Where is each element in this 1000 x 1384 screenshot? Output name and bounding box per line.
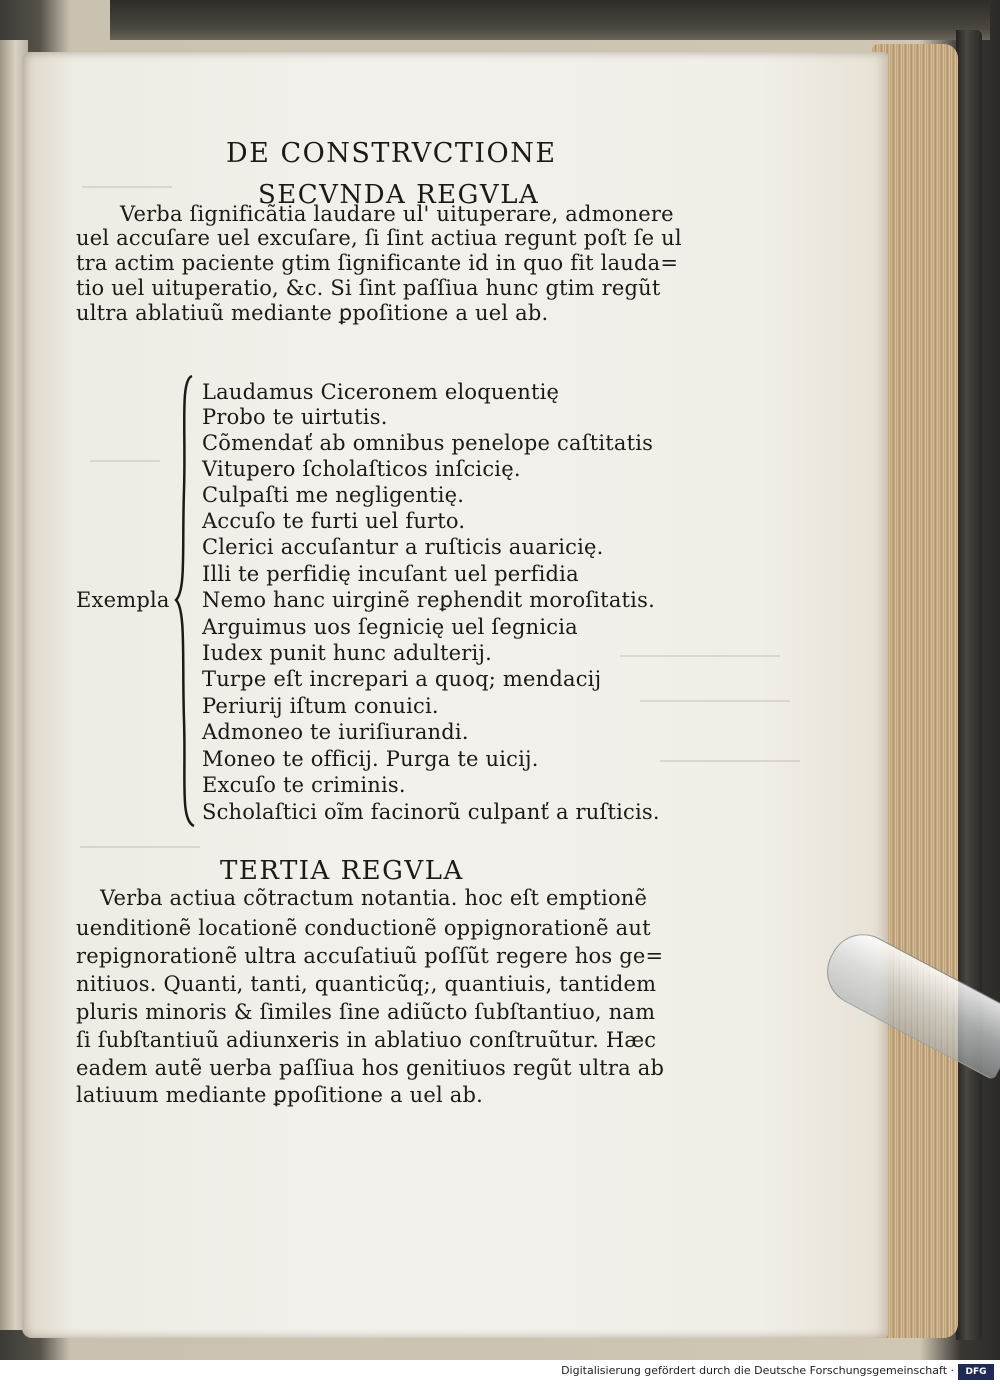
- dfg-logo: DFG: [958, 1364, 994, 1380]
- example-line: Scholaſtici oĩm facinorũ culpanť a ruſticis.: [202, 800, 660, 824]
- book-binding-right: [956, 30, 982, 1340]
- text-line: uenditionẽ locationẽ conductionẽ oppignorationẽ aut: [76, 916, 651, 940]
- example-line: Culpaſti me negligentię.: [202, 483, 465, 507]
- text-line: nitiuos. Quanti, tanti, quanticũq;, quantiuis, tantidem: [76, 972, 657, 996]
- section-heading: SECVNDA REGVLA: [258, 180, 540, 210]
- example-line: Iudex punit hunc adulterij.: [202, 641, 492, 665]
- example-line: Clerici accuſantur a ruſticis auaricię.: [202, 535, 604, 559]
- example-line: Laudamus Ciceronem eloquentię: [202, 380, 560, 404]
- show-through-mark: [640, 700, 790, 702]
- example-line: Cõmendať ab omnibus penelope caſtitatis: [202, 431, 654, 455]
- example-line: Moneo te officij. Purga te uicij.: [202, 747, 539, 771]
- text-line: Verba ſignificãtia laudare ul' uituperare, admonere: [120, 202, 674, 226]
- text-line: eadem autẽ uerba paſſiua hos genitiuos regũt ultra ab: [76, 1056, 665, 1080]
- text-line: Verba actiua cõtractum notantia. hoc eſt emptionẽ: [100, 886, 648, 910]
- example-line: Admoneo te iuriſiurandi.: [202, 720, 469, 744]
- show-through-mark: [80, 846, 200, 848]
- text-line: ultra ablatiuũ mediante ꝑpoſitione a uel ab.: [76, 301, 549, 325]
- example-line: Arguimus uos ſegnicię uel ſegnicia: [202, 615, 578, 639]
- example-line: Excuſo te criminis.: [202, 773, 406, 797]
- text-line: uel accuſare uel excuſare, ſi ſint actiua regunt poſt ſe ul: [76, 226, 682, 250]
- section-heading: TERTIA REGVLA: [220, 856, 464, 886]
- book-cover-top-edge: [110, 0, 990, 40]
- show-through-mark: [620, 655, 780, 657]
- brace-bracket: [170, 370, 200, 830]
- show-through-mark: [660, 760, 800, 762]
- text-line: pluris minoris & ſimiles ſine adiũcto ſubſtantiuo, nam: [76, 1000, 656, 1024]
- example-line: Probo te uirtutis.: [202, 405, 388, 429]
- example-line: Nemo hanc uirginẽ reꝑhendit moroſitatis.: [202, 588, 655, 612]
- text-line: ſi ſubſtantiuũ adiunxeris in ablatiuo conſtruũtur. Hæc: [76, 1028, 657, 1052]
- text-line: tio uel uituperatio, &c. Si ſint paſſiua hunc gtim regũt: [76, 276, 661, 300]
- text-line: latiuum mediante ꝑpoſitione a uel ab.: [76, 1083, 484, 1107]
- show-through-mark: [90, 460, 160, 462]
- text-line: tra actim paciente gtim ſignificante id in quo fit lauda=: [76, 251, 679, 275]
- example-line: Accuſo te furti uel furto.: [202, 509, 466, 533]
- examples-label: Exempla: [76, 588, 170, 612]
- example-line: Illi te perfidię incuſant uel perfidia: [202, 562, 579, 586]
- text-line: repignorationẽ ultra accuſatiuũ poſſũt regere hos ge=: [76, 944, 664, 968]
- example-line: Turpe eſt increpari a quoq; mendacij: [202, 667, 602, 691]
- footer-credit: Digitalisierung gefördert durch die Deutsche Forschungsgemeinschaft ·: [561, 1364, 954, 1377]
- example-line: Vitupero ſcholaſticos inſcicię.: [202, 457, 521, 481]
- page-title: DE CONSTRVCTIONE: [226, 138, 557, 169]
- example-line: Periurij iſtum conuici.: [202, 694, 439, 718]
- show-through-mark: [82, 186, 172, 188]
